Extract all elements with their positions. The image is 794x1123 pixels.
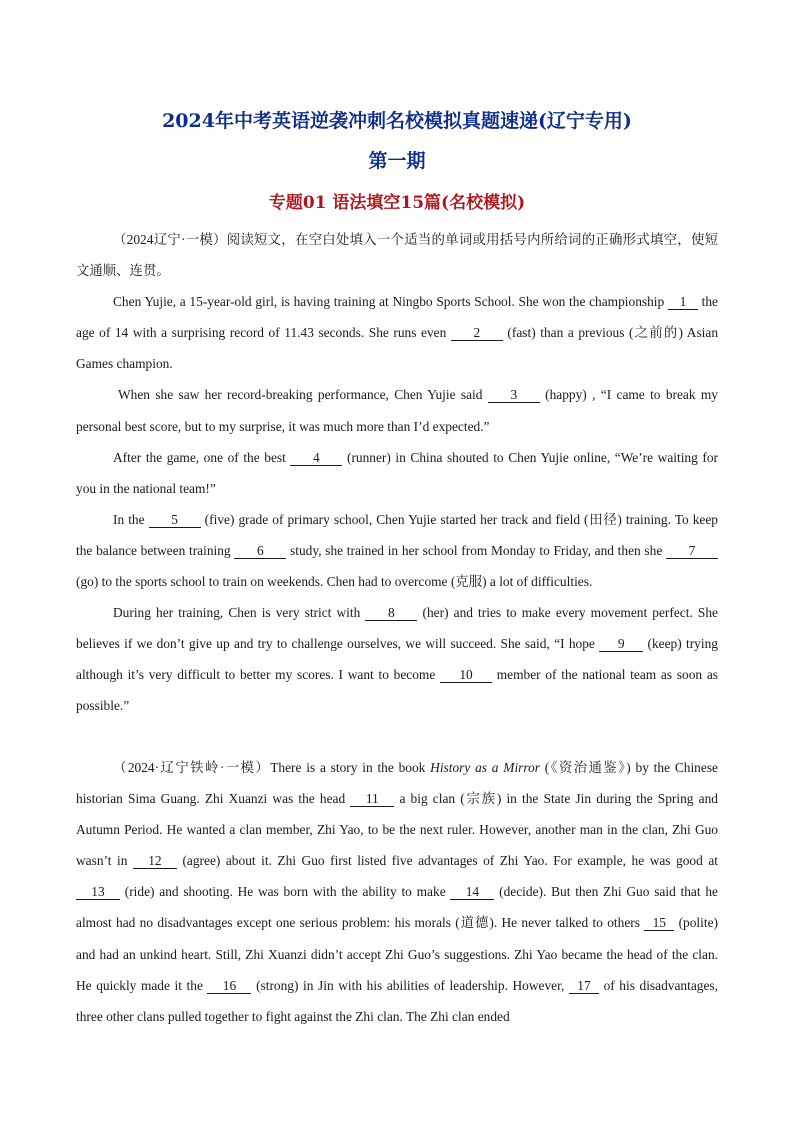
blank-16[interactable]: 16 <box>207 978 251 994</box>
blank-6[interactable]: 6 <box>234 543 286 559</box>
issue-subtitle: 第一期 <box>368 150 426 172</box>
blank-17[interactable]: 17 <box>569 978 599 994</box>
passage-1-paragraph-2: When she saw her record-breaking performance, Chen Yujie said 3 (happy) , “I came to break my personal best score, but to my surprise, it was much more than I’d expected.” <box>76 387 718 434</box>
blank-12[interactable]: 12 <box>133 853 177 869</box>
blank-3[interactable]: 3 <box>488 387 540 403</box>
topic-title: 专题01 语法填空15篇(名校模拟) <box>268 193 526 213</box>
blank-11[interactable]: 11 <box>350 791 394 807</box>
passage-2-paragraph: （2024·辽宁铁岭·一模）There is a story in the book History as a Mirror (《资治通鉴》) by the Chinese historian Sima Guang. Zhi Xuanzi was the head 11 a big clan (宗族) in the State Jin during the Spring and Autumn Period. He wanted a clan member, Zhi Yao, to be the next ruler. However, another man in the clan, Zhi Guo wasn’t in 12 (agree) about it. Zhi Guo first listed five advantages of Zhi Yao. For example, he was good at 13 (ride) and shooting. He was born with the ability to make 14 (decide). But then Zhi Guo said that he almost had no disadvantages except one serious problem: his morals (道德). He never talked to others 15 (polite) and had an unkind heart. Still, Zhi Xuanzi didn’t accept Zhi Guo’s suggestions. Zhi Yao became the head of the clan. He quickly made it the 16 (strong) in Jin with his abilities of leadership. However, 17 of his disadvantages, three other clans pulled together to fight against the Zhi clan. The Zhi clan ended <box>76 760 718 1024</box>
blank-1[interactable]: 1 <box>668 294 698 310</box>
main-title: 2024年中考英语逆袭冲刺名校模拟真题速递(辽宁专用) <box>162 110 632 132</box>
blank-10[interactable]: 10 <box>440 667 492 683</box>
passage-1-paragraph-4: In the 5 (five) grade of primary school, Chen Yujie started her track and field (田径) training. To keep the balance between training 6 study, she trained in her school from Monday to Friday, and then she 7 (go) to the sports school to train on weekends. Chen had to overcome (克服) a lot of difficulties. <box>76 511 718 590</box>
book-title: History as a Mirror <box>430 760 540 775</box>
passage-1-instruction: （2024辽宁·一模）阅读短文，在空白处填入一个适当的单词或用括号内所给词的正确形式填空，使短文通顺、连贯。 <box>76 232 718 279</box>
blank-2[interactable]: 2 <box>451 325 503 341</box>
blank-15[interactable]: 15 <box>644 915 674 931</box>
passage-1-paragraph-3: After the game, one of the best 4 (runner) in China shouted to Chen Yujie online, “We’re waiting for you in the national team!” <box>76 449 719 496</box>
passage-2 <box>76 752 718 1032</box>
passage-1 <box>76 224 718 722</box>
blank-13[interactable]: 13 <box>76 884 120 900</box>
blank-8[interactable]: 8 <box>365 605 417 621</box>
blank-5[interactable]: 5 <box>149 512 201 528</box>
blank-4[interactable]: 4 <box>290 450 342 466</box>
passage-1-paragraph-1: Chen Yujie, a 15-year-old girl, is having training at Ningbo Sports School. She won the championship 1 the age of 14 with a surprising record of 11.43 seconds. She runs even 2 (fast) than a previous (之前的) Asian Games champion. <box>76 294 719 372</box>
blank-14[interactable]: 14 <box>450 884 494 900</box>
blank-9[interactable]: 9 <box>599 636 643 652</box>
blank-7[interactable]: 7 <box>666 543 718 559</box>
passage-1-paragraph-5: During her training, Chen is very strict with 8 (her) and tries to make every movement perfect. She believes if we don’t give up and try to challenge ourselves, we will succeed. She said, “I hope 9 (keep) trying although it’s very difficult to better my scores. I want to become 10 member of the national team as soon as possible.” <box>76 605 718 714</box>
